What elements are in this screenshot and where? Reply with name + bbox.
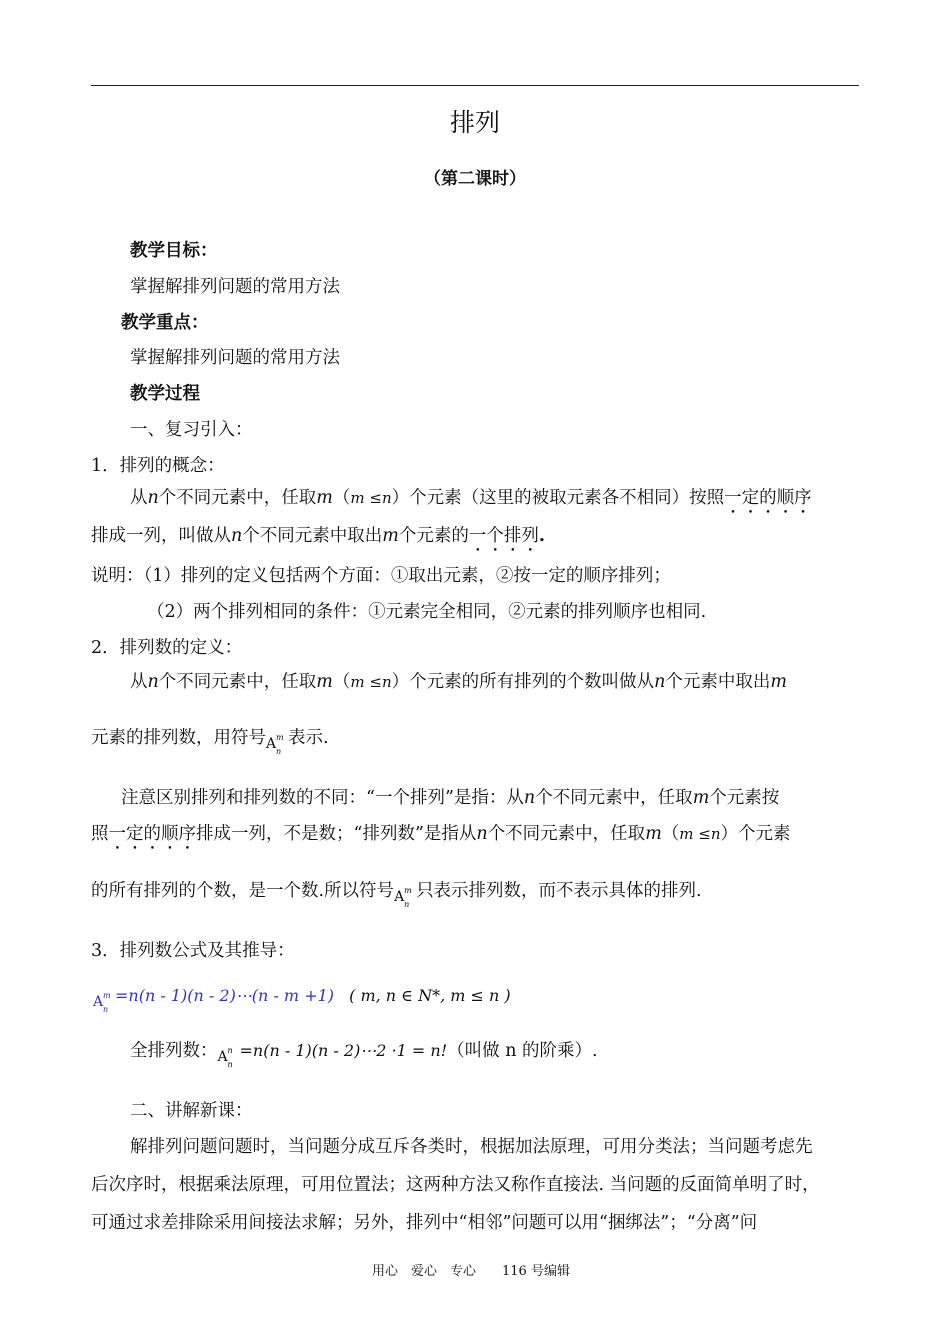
- goal-heading: 教学目标：: [130, 241, 218, 261]
- definition-line-1: 从n个不同元素中，任取m（m ≤n）个元素（这里的被取元素各不相同）按照一定的顺序: [130, 488, 812, 508]
- item2-heading: 2．排列数的定义：: [91, 638, 243, 658]
- header-rule: [91, 85, 859, 86]
- permutation-formula: A m n =n(n - 1)(n - 2)⋯(n - m +1) ( m, n ∈ N*, m ≤ n ): [93, 986, 511, 1014]
- attention-line-2: 照一定的顺序排成一列，不是数；“排列数”是指从n个不同元素中，任取m（m ≤n）个元素: [91, 824, 791, 844]
- permutation-symbol: A m n: [394, 886, 412, 909]
- definition-line-2: 排成一列，叫做从n个不同元素中取出m个元素的一个排列.: [91, 526, 545, 546]
- goal-text: 掌握解排列问题的常用方法: [130, 277, 340, 297]
- attention-line-1: 注意区别排列和排列数的不同：“一个排列”是指：从n个不同元素中，任取m个元素按: [121, 788, 780, 808]
- item1-heading: 1．排列的概念：: [91, 456, 225, 476]
- note-1: 说明：（1）排列的定义包括两个方面：①取出元素，②按一定的顺序排列；: [91, 566, 671, 586]
- new-lesson-paragraph-3: 可通过求差排除采用间接法求解；另外，排列中“相邻”问题可以用“捆绑法”；“分离”问: [91, 1213, 758, 1233]
- page-subtitle: （第二课时）: [424, 169, 526, 189]
- full-permutation: 全排列数： A n n =n(n - 1)(n - 2)⋯2 ·1 = n!（叫做 n 的阶乘）.: [130, 1041, 598, 1069]
- focus-heading: 教学重点：: [121, 313, 209, 333]
- new-lesson-paragraph-2: 后次序时，根据乘法原理，可用位置法；这两种方法又称作直接法. 当问题的反面简单明了时，: [91, 1175, 820, 1195]
- focus-text: 掌握解排列问题的常用方法: [130, 348, 340, 368]
- review-heading: 一、复习引入：: [130, 420, 253, 440]
- new-lesson-paragraph-1: 解排列问题问题时，当问题分成互斥各类时，根据加法原理，可用分类法；当问题考虑先: [130, 1137, 813, 1157]
- process-heading: 教学过程: [130, 384, 200, 404]
- item3-heading: 3．排列数公式及其推导：: [91, 941, 295, 961]
- number-definition-line-2: 元素的排列数，用符号 A m n 表示.: [91, 728, 329, 756]
- permutation-symbol: A m n: [93, 991, 111, 1014]
- permutation-symbol: A n n: [217, 1046, 233, 1069]
- page-footer: 用心 爱心 专心 116 号编辑: [372, 1264, 570, 1279]
- attention-line-3: 的所有排列的个数，是一个数.所以符号 A m n 只表示排列数，而不表示具体的排列.: [91, 881, 702, 909]
- permutation-symbol: A m n: [266, 733, 284, 756]
- number-definition-line-1: 从n个不同元素中，任取m（m ≤n）个元素的所有排列的个数叫做从n个元素中取出m: [130, 672, 788, 692]
- note-2: （2）两个排列相同的条件：①元素完全相同，②元素的排列顺序也相同.: [147, 602, 707, 622]
- new-lesson-heading: 二、讲解新课：: [130, 1101, 253, 1121]
- page-title: 排列: [449, 108, 500, 137]
